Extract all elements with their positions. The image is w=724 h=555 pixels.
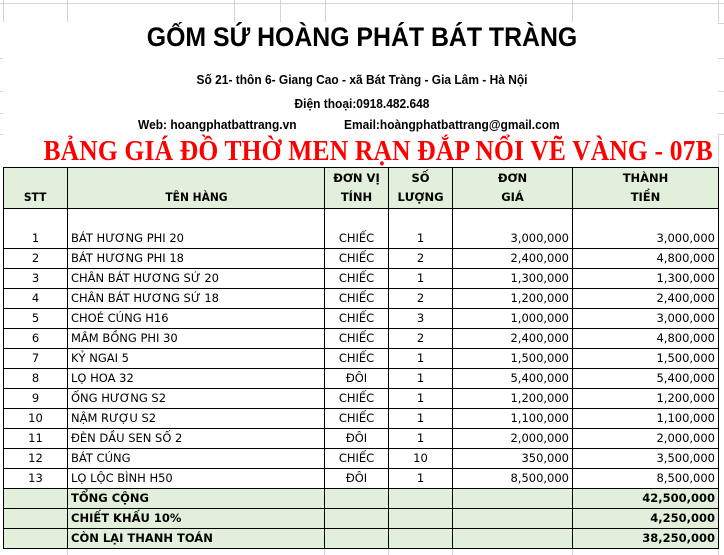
table-row — [4, 369, 719, 389]
gridline — [324, 548, 325, 555]
cell-name[interactable]: BÁT CÚNG — [68, 449, 325, 469]
gridline — [0, 58, 3, 59]
gridline — [0, 91, 3, 92]
cell-unit[interactable]: CHIẾC — [325, 449, 389, 469]
cell-qty[interactable]: 10 — [389, 449, 453, 469]
cell-unit[interactable]: CHIẾC — [325, 249, 389, 269]
empty-cell[interactable] — [4, 489, 68, 509]
price-table — [3, 167, 719, 549]
cell-qty[interactable]: 1 — [389, 269, 453, 289]
table-row — [4, 429, 719, 449]
cell-total[interactable]: 2,400,000 — [573, 289, 719, 309]
table-row — [4, 349, 719, 369]
empty-cell[interactable] — [325, 489, 389, 509]
table-row — [4, 269, 719, 289]
cell-qty[interactable]: 1 — [389, 369, 453, 389]
cell-stt[interactable]: 13 — [4, 469, 68, 489]
cell-qty[interactable]: 1 — [389, 409, 453, 429]
company-title: GỐM SỨ HOÀNG PHÁT BÁT TRÀNG — [146, 22, 578, 52]
gridline — [718, 91, 724, 92]
cell-stt[interactable]: 9 — [4, 389, 68, 409]
cell-total[interactable]: 4,800,000 — [573, 329, 719, 349]
cell-total[interactable]: 3,000,000 — [573, 209, 719, 249]
total-row-remaining — [4, 529, 719, 549]
cell-stt[interactable]: 5 — [4, 309, 68, 329]
table-row — [4, 209, 719, 249]
gridline — [718, 23, 724, 24]
cell-total[interactable]: 2,000,000 — [573, 429, 719, 449]
cell-price[interactable]: 3,000,000 — [453, 209, 573, 249]
empty-cell[interactable] — [4, 509, 68, 529]
cell-qty[interactable]: 1 — [389, 209, 453, 249]
cell-name[interactable]: ĐÈN DẦU SEN SỐ 2 — [68, 429, 325, 449]
gridline — [718, 58, 724, 59]
cell-qty[interactable]: 1 — [389, 389, 453, 409]
cell-qty[interactable]: 1 — [389, 349, 453, 369]
cell-name[interactable]: LỌ HOA 32 — [68, 369, 325, 389]
gridline — [388, 548, 389, 555]
cell-stt[interactable]: 7 — [4, 349, 68, 369]
cell-unit[interactable]: CHIẾC — [325, 329, 389, 349]
column-header-unit: ĐƠN VỊ TÍNH — [325, 168, 389, 209]
cell-price[interactable]: 1,200,000 — [453, 389, 573, 409]
cell-stt[interactable]: 10 — [4, 409, 68, 429]
gridline — [67, 0, 68, 22]
gridline — [572, 548, 573, 555]
total-label[interactable]: CÒN LẠI THANH TOÁN — [68, 529, 325, 549]
cell-name[interactable]: CHOÉ CÚNG H16 — [68, 309, 325, 329]
cell-name[interactable]: BÁT HƯƠNG PHI 20 — [68, 209, 325, 249]
cell-stt[interactable]: 1 — [4, 209, 68, 249]
cell-stt[interactable]: 11 — [4, 429, 68, 449]
gridline — [0, 134, 3, 135]
cell-total[interactable]: 5,400,000 — [573, 369, 719, 389]
cell-stt[interactable]: 8 — [4, 369, 68, 389]
cell-price[interactable]: 1,000,000 — [453, 309, 573, 329]
cell-name[interactable]: NẬM RƯỢU S2 — [68, 409, 325, 429]
gridline — [718, 0, 719, 22]
empty-cell[interactable] — [453, 489, 573, 509]
gridline — [67, 548, 68, 555]
company-phone: Điện thoại:0918.482.648 — [294, 96, 430, 111]
cell-qty[interactable]: 1 — [389, 429, 453, 449]
cell-total[interactable]: 1,300,000 — [573, 269, 719, 289]
cell-price[interactable]: 350,000 — [453, 449, 573, 469]
cell-qty[interactable]: 2 — [389, 329, 453, 349]
cell-name[interactable]: MÂM BỒNG PHI 30 — [68, 329, 325, 349]
cell-stt[interactable]: 4 — [4, 289, 68, 309]
total-value[interactable]: 38,250,000 — [573, 529, 719, 549]
table-header-row — [4, 168, 719, 209]
table-row — [4, 249, 719, 269]
cell-price[interactable]: 2,000,000 — [453, 429, 573, 449]
empty-cell[interactable] — [389, 489, 453, 509]
cell-unit[interactable]: CHIẾC — [325, 209, 389, 249]
cell-unit[interactable]: ĐÔI — [325, 469, 389, 489]
gridline — [572, 0, 573, 22]
table-row — [4, 309, 719, 329]
column-header-total: THÀNH TIỀN — [573, 168, 719, 209]
empty-cell[interactable] — [4, 529, 68, 549]
cell-qty[interactable]: 2 — [389, 249, 453, 269]
column-header-stt: STT — [4, 168, 68, 209]
cell-total[interactable]: 1,200,000 — [573, 389, 719, 409]
table-row — [4, 469, 719, 489]
cell-name[interactable]: LỌ LỘC BÌNH H50 — [68, 469, 325, 489]
cell-stt[interactable]: 2 — [4, 249, 68, 269]
cell-price[interactable]: 1,300,000 — [453, 269, 573, 289]
cell-unit[interactable]: CHIẾC — [325, 269, 389, 289]
empty-cell[interactable] — [389, 509, 453, 529]
cell-price[interactable]: 1,500,000 — [453, 349, 573, 369]
empty-cell[interactable] — [453, 529, 573, 549]
cell-unit[interactable]: CHIẾC — [325, 289, 389, 309]
cell-price[interactable]: 2,400,000 — [453, 249, 573, 269]
cell-price[interactable]: 8,500,000 — [453, 469, 573, 489]
total-label[interactable]: CHIẾT KHẤU 10% — [68, 509, 325, 529]
cell-stt[interactable]: 6 — [4, 329, 68, 349]
cell-total[interactable]: 4,800,000 — [573, 249, 719, 269]
cell-total[interactable]: 8,500,000 — [573, 469, 719, 489]
cell-unit[interactable]: ĐÔI — [325, 429, 389, 449]
gridline — [325, 0, 326, 22]
cell-price[interactable]: 2,400,000 — [453, 329, 573, 349]
total-label[interactable]: TỔNG CỘNG — [68, 489, 325, 509]
gridline — [718, 113, 724, 114]
cell-unit[interactable]: CHIẾC — [325, 409, 389, 429]
gridline — [0, 113, 3, 114]
column-header-name: TÊN HÀNG — [68, 168, 325, 209]
cell-unit[interactable]: CHIẾC — [325, 309, 389, 329]
empty-cell[interactable] — [453, 509, 573, 529]
cell-total[interactable]: 1,500,000 — [573, 349, 719, 369]
gridline — [280, 0, 281, 22]
gridline — [3, 0, 4, 22]
column-header-price: ĐƠN GIÁ — [453, 168, 573, 209]
table-row — [4, 329, 719, 349]
cell-total[interactable]: 1,100,000 — [573, 409, 719, 429]
cell-unit[interactable]: ĐÔI — [325, 369, 389, 389]
cell-name[interactable]: CHÂN BÁT HƯƠNG SỨ 20 — [68, 269, 325, 289]
cell-qty[interactable]: 1 — [389, 469, 453, 489]
cell-qty[interactable]: 3 — [389, 309, 453, 329]
empty-cell[interactable] — [325, 529, 389, 549]
cell-qty[interactable]: 2 — [389, 289, 453, 309]
gridline — [234, 0, 235, 22]
cell-price[interactable]: 1,100,000 — [453, 409, 573, 429]
company-address: Số 21- thôn 6- Giang Cao - xã Bát Tràng - Gia Lâm - Hà Nội — [196, 72, 528, 87]
price-list-title: BẢNG GIÁ ĐỒ THỜ MEN RẠN ĐẮP NỔI VẼ VÀNG - 07B — [43, 135, 713, 167]
table-row — [4, 409, 719, 429]
empty-cell[interactable] — [325, 509, 389, 529]
table-row — [4, 389, 719, 409]
table-row — [4, 289, 719, 309]
cell-name[interactable]: ỐNG HƯƠNG S2 — [68, 389, 325, 409]
cell-unit[interactable]: CHIẾC — [325, 349, 389, 369]
total-value[interactable]: 4,250,000 — [573, 509, 719, 529]
cell-total[interactable]: 3,000,000 — [573, 309, 719, 329]
gridline — [452, 548, 453, 555]
cell-total[interactable]: 3,500,000 — [573, 449, 719, 469]
total-row-sum — [4, 489, 719, 509]
company-website: Web: hoangphatbattrang.vn — [138, 117, 297, 132]
cell-stt[interactable]: 12 — [4, 449, 68, 469]
cell-price[interactable]: 5,400,000 — [453, 369, 573, 389]
gridline — [0, 3, 724, 4]
cell-name[interactable]: CHÂN BÁT HƯƠNG SỨ 18 — [68, 289, 325, 309]
cell-name[interactable]: BÁT HƯƠNG PHI 18 — [68, 249, 325, 269]
empty-cell[interactable] — [389, 529, 453, 549]
table-row — [4, 449, 719, 469]
cell-name[interactable]: KỶ NGAI 5 — [68, 349, 325, 369]
total-row-discount — [4, 509, 719, 529]
company-email: Email:hoàngphatbattrang@gmail.com — [344, 117, 560, 132]
cell-price[interactable]: 1,200,000 — [453, 289, 573, 309]
column-header-qty: SỐ LƯỢNG — [389, 168, 453, 209]
total-value[interactable]: 42,500,000 — [573, 489, 719, 509]
cell-unit[interactable]: CHIẾC — [325, 389, 389, 409]
cell-stt[interactable]: 3 — [4, 269, 68, 289]
